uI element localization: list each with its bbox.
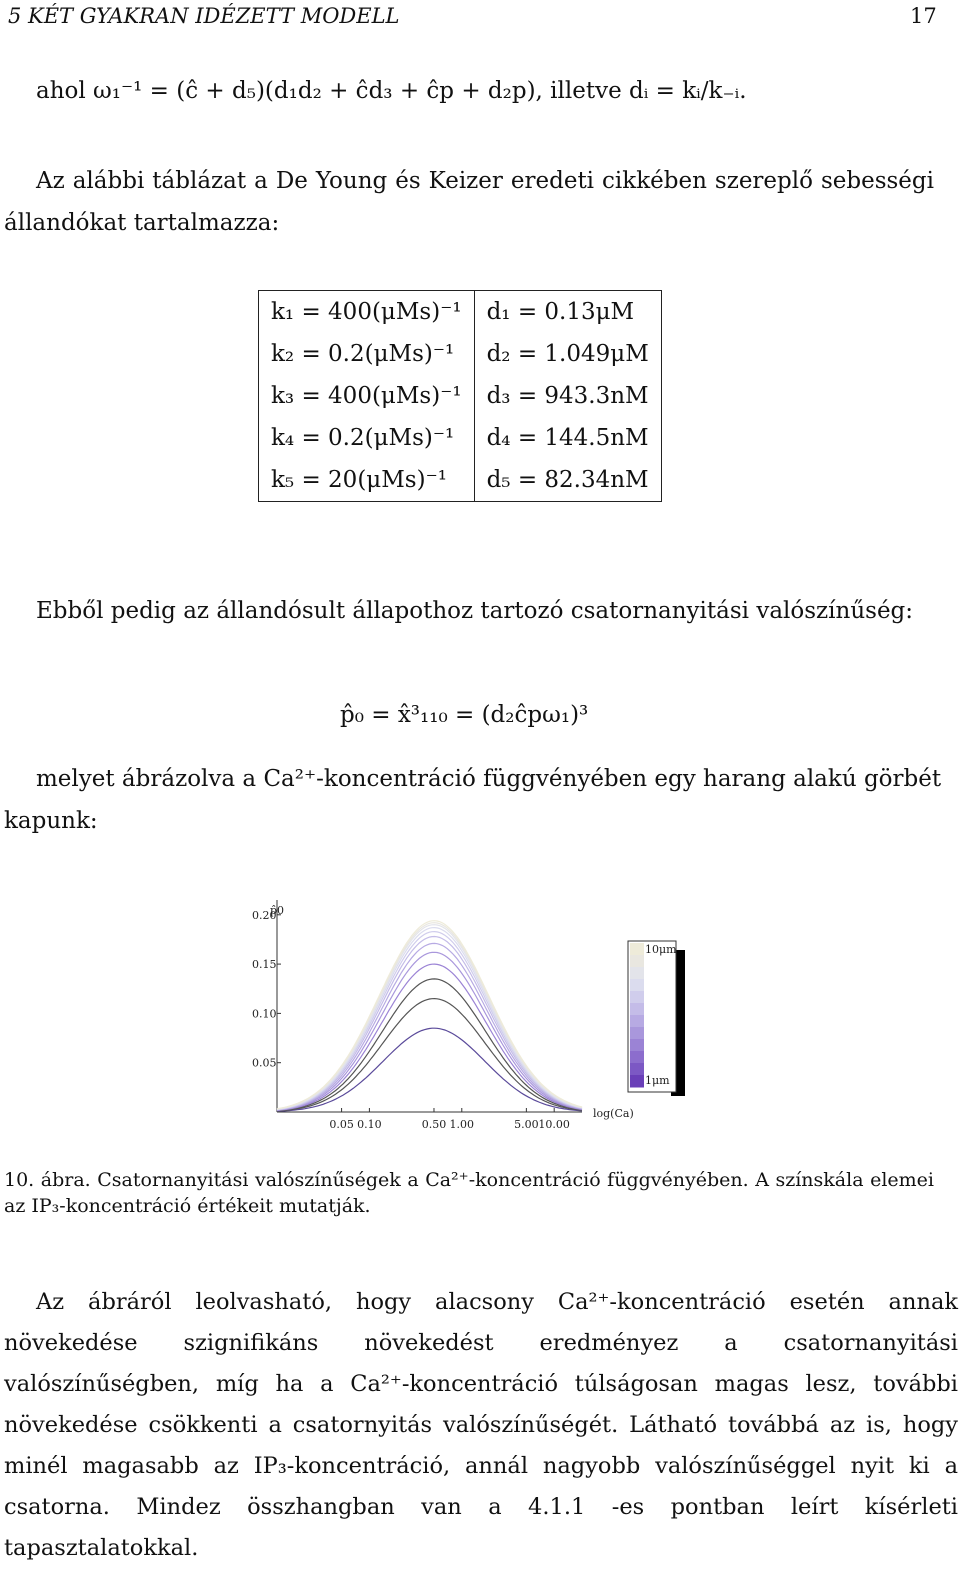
legend-swatch	[630, 1003, 644, 1016]
legend-swatch	[630, 1039, 644, 1052]
bell-text-line2: kapunk:	[4, 808, 98, 834]
equation: p̂₀ = x̂³₁₁₀ = (d₂ĉpω₁)³	[340, 702, 589, 728]
intro-line: ahol ω₁⁻¹ = (ĉ + d₅)(d₁d₂ + ĉd₃ + ĉp + d₂p), illetve dᵢ = kᵢ/k₋ᵢ.	[36, 78, 747, 104]
legend-swatch	[630, 967, 644, 980]
legend-swatch	[630, 943, 644, 956]
figure-caption: 10. ábra. Csatornanyitási valószínűségek a Ca²⁺-koncentráció függvényében. A színskála elemei az IP₃-koncentráció értékeit mutatják.	[4, 1169, 934, 1217]
d-cell: d₁ = 0.13μM	[474, 291, 661, 334]
table-row	[259, 375, 662, 417]
probability-chart	[240, 895, 690, 1140]
y-tick-label: 0.20	[252, 908, 277, 922]
running-header: 5 KÉT GYAKRAN IDÉZETT MODELL	[8, 4, 400, 28]
steady-state-text: Ebből pedig az állandósult állapothoz tartozó csatornanyitási valószínűség:	[36, 598, 914, 624]
legend-top-label: 10μm	[645, 943, 677, 956]
y-tick-label: 0.05	[252, 1056, 277, 1070]
page-number: 17	[910, 4, 937, 28]
table-row	[259, 291, 662, 334]
conclusion-paragraph: Az ábráról leolvasható, hogy alacsony Ca²⁺-koncentráció esetén annak növekedése szignifikáns növekedést eredményez a csatornanyitási valószínűségben, míg ha a Ca²⁺-koncentráció túlságosan magas lesz, további növekedése csökkenti a csatornyitás valószínűségét. Látható továbbá az is, hogy minél magasabb az IP₃-koncentráció, annál nagyobb valószínűséggel nyit ki a csatorna. Mindez összhangban van a 4.1.1 -es pontban leírt kísérleti tapasztalatokkal.	[4, 1289, 958, 1561]
d-cell: d₂ = 1.049μM	[474, 333, 661, 375]
x-axis-label: log(Ca)	[593, 1107, 634, 1120]
ip3-curve	[277, 928, 582, 1110]
x-tick-label: 5.00	[514, 1118, 539, 1131]
d-cell: d₄ = 144.5nM	[474, 417, 661, 459]
legend-swatch	[630, 1075, 644, 1088]
x-tick-label: 0.50	[421, 1118, 447, 1131]
k-cell: k₅ = 20(μMs)⁻¹	[259, 459, 475, 502]
table-row	[259, 459, 662, 502]
color-scale-legend	[628, 941, 685, 1096]
legend-swatch	[630, 1015, 644, 1028]
ip3-curve	[277, 932, 582, 1110]
k-cell: k₂ = 0.2(μMs)⁻¹	[259, 333, 475, 375]
legend-swatch	[630, 1051, 644, 1064]
d-cell: d₅ = 82.34nM	[474, 459, 661, 502]
legend-swatch	[630, 1027, 644, 1040]
x-tick-label: 0.10	[357, 1118, 382, 1131]
legend-bottom-label: 1μm	[645, 1074, 670, 1087]
table-intro: Az alábbi táblázat a De Young és Keizer eredeti cikkében szereplő sebességi állandókat tartalmazza:	[4, 168, 934, 236]
legend-swatch	[630, 979, 644, 992]
table-row	[259, 333, 662, 375]
legend-swatch	[630, 1063, 644, 1076]
rate-constants-table	[258, 290, 662, 502]
bell-text-line1: melyet ábrázolva a Ca²⁺-koncentráció függvényében egy harang alakú görbét	[36, 766, 942, 792]
x-tick-label: 0.05	[329, 1118, 354, 1131]
k-cell: k₁ = 400(μMs)⁻¹	[259, 291, 475, 334]
y-tick-label: 0.15	[252, 958, 277, 972]
x-tick-label: 1.00	[449, 1118, 475, 1131]
table-row	[259, 417, 662, 459]
x-tick-label: 10.00	[538, 1118, 570, 1131]
legend-swatch	[630, 955, 644, 968]
y-axis-label: p̂0	[270, 904, 285, 917]
k-cell: k₄ = 0.2(μMs)⁻¹	[259, 417, 475, 459]
k-cell: k₃ = 400(μMs)⁻¹	[259, 375, 475, 417]
legend-swatch	[630, 991, 644, 1004]
y-tick-label: 0.10	[252, 1007, 277, 1021]
d-cell: d₃ = 943.3nM	[474, 375, 661, 417]
